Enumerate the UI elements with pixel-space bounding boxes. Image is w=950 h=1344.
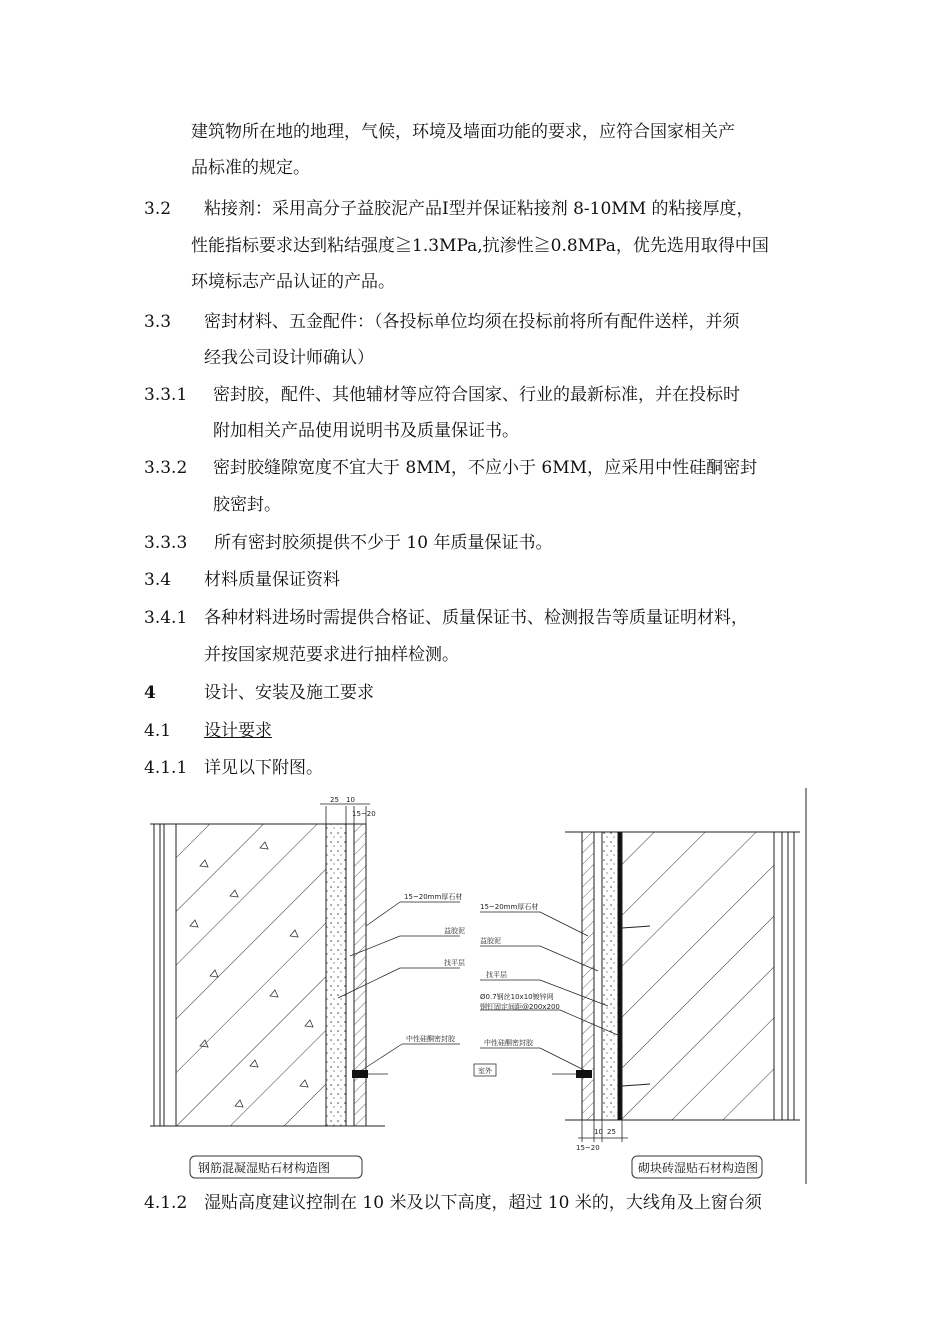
para-1-line-2: 环境标志产品认证的产品。 [191,272,395,292]
label-mesh: Ø0.7钢丝10x10镀锌网 [480,993,554,1001]
section-number: 3.4 [144,570,172,590]
section-heading: 设计、安装及施工要求 [204,683,374,703]
label-leveling: 找平层 [444,959,465,967]
section-number: 3.3.2 [144,458,188,478]
section-number: 3.3 [144,312,172,332]
dim-15-20: 15~20 [352,810,376,818]
para-10-line-0: 详见以下附图。 [204,758,323,778]
label-sealant: 中性硅酮密封胶 [484,1039,533,1047]
para-11-line-0: 湿贴高度建议控制在 10 米及以下高度，超过 10 米的，大线角及上窗台须 [204,1193,762,1213]
label-glue: 益胶泥 [480,937,501,945]
dim-25: 25 [330,796,339,804]
label-leveling: 找平层 [486,971,507,979]
stone-panel [354,824,366,1126]
caption-left: 钢筋混凝湿贴石材构造图 [198,1161,331,1175]
dim-15-20: 15~20 [576,1144,600,1152]
para-1-line-0: 粘接剂：采用高分子益胶泥产品Ⅰ型并保证粘接剂 8-10MM 的粘接厚度， [204,199,754,219]
dim-10: 10 [594,1128,603,1136]
section-number: 4.1.1 [144,758,188,778]
para-3-line-0: 密封胶，配件、其他辅材等应符合国家、行业的最新标准，并在投标时 [213,385,740,405]
section-number: 4.1 [144,721,172,741]
dim-25: 25 [607,1128,616,1136]
section-number: 3.4.1 [144,608,188,628]
leveling-layer [602,832,618,1120]
subsection-heading: 设计要求 [204,721,272,741]
sealant-joint [576,1070,592,1078]
outdoor-tag: 室外 [478,1067,492,1075]
left-detail [150,796,465,1178]
section-number: 3.3.1 [144,385,188,405]
para-4-line-1: 胶密封。 [213,495,281,515]
para-4-line-0: 密封胶缝隙宽度不宜大于 8MM，不应小于 6MM，应采用中性硅酮密封 [213,458,758,478]
wire-mesh [618,832,622,1120]
label-nail: 钢钉固定间距@200x200 [480,1003,560,1011]
leveling-layer [326,824,346,1126]
section-number: 4 [144,683,156,703]
caption-right: 砌块砖湿贴石材构造图 [638,1161,759,1175]
sealant-joint [352,1070,368,1078]
para-0-line-0: 建筑物所在地的地理，气候，环境及墙面功能的要求，应符合国家相关产 [191,122,735,142]
para-6-line-0: 材料质量保证资料 [204,570,340,590]
para-0-line-1: 品标准的规定。 [191,158,310,178]
adhesive-layer [594,832,602,1120]
para-7-line-1: 并按国家规范要求进行抽样检测。 [204,645,459,665]
para-2-line-1: 经我公司设计师确认） [204,348,374,368]
adhesive-layer [346,824,354,1126]
section-number: 3.2 [144,199,172,219]
para-7-line-0: 各种材料进场时需提供合格证、质量保证书、检测报告等质量证明材料， [204,608,748,628]
block-wall [622,832,774,1120]
construction-drawing [140,786,812,1186]
right-detail [480,788,806,1184]
para-1-line-1: 性能指标要求达到粘结强度≧1.3MPa,抗渗性≧0.8MPa，优先选用取得中国 [191,236,769,256]
label-glue: 益胶泥 [444,927,465,935]
dim-10: 10 [346,796,355,804]
para-2-line-0: 密封材料、五金配件：（各投标单位均须在投标前将所有配件送样，并须 [204,312,740,332]
label-stone: 15~20mm厚石材 [480,903,539,911]
para-5-line-0: 所有密封胶须提供不少于 10 年质量保证书。 [214,533,553,553]
section-number: 4.1.2 [144,1193,188,1213]
concrete-wall [176,824,326,1126]
label-stone: 15~20mm厚石材 [404,893,463,901]
para-3-line-1: 附加相关产品使用说明书及质量保证书。 [213,421,519,441]
section-number: 3.3.3 [144,533,188,553]
label-sealant: 中性硅酮密封胶 [406,1035,455,1043]
